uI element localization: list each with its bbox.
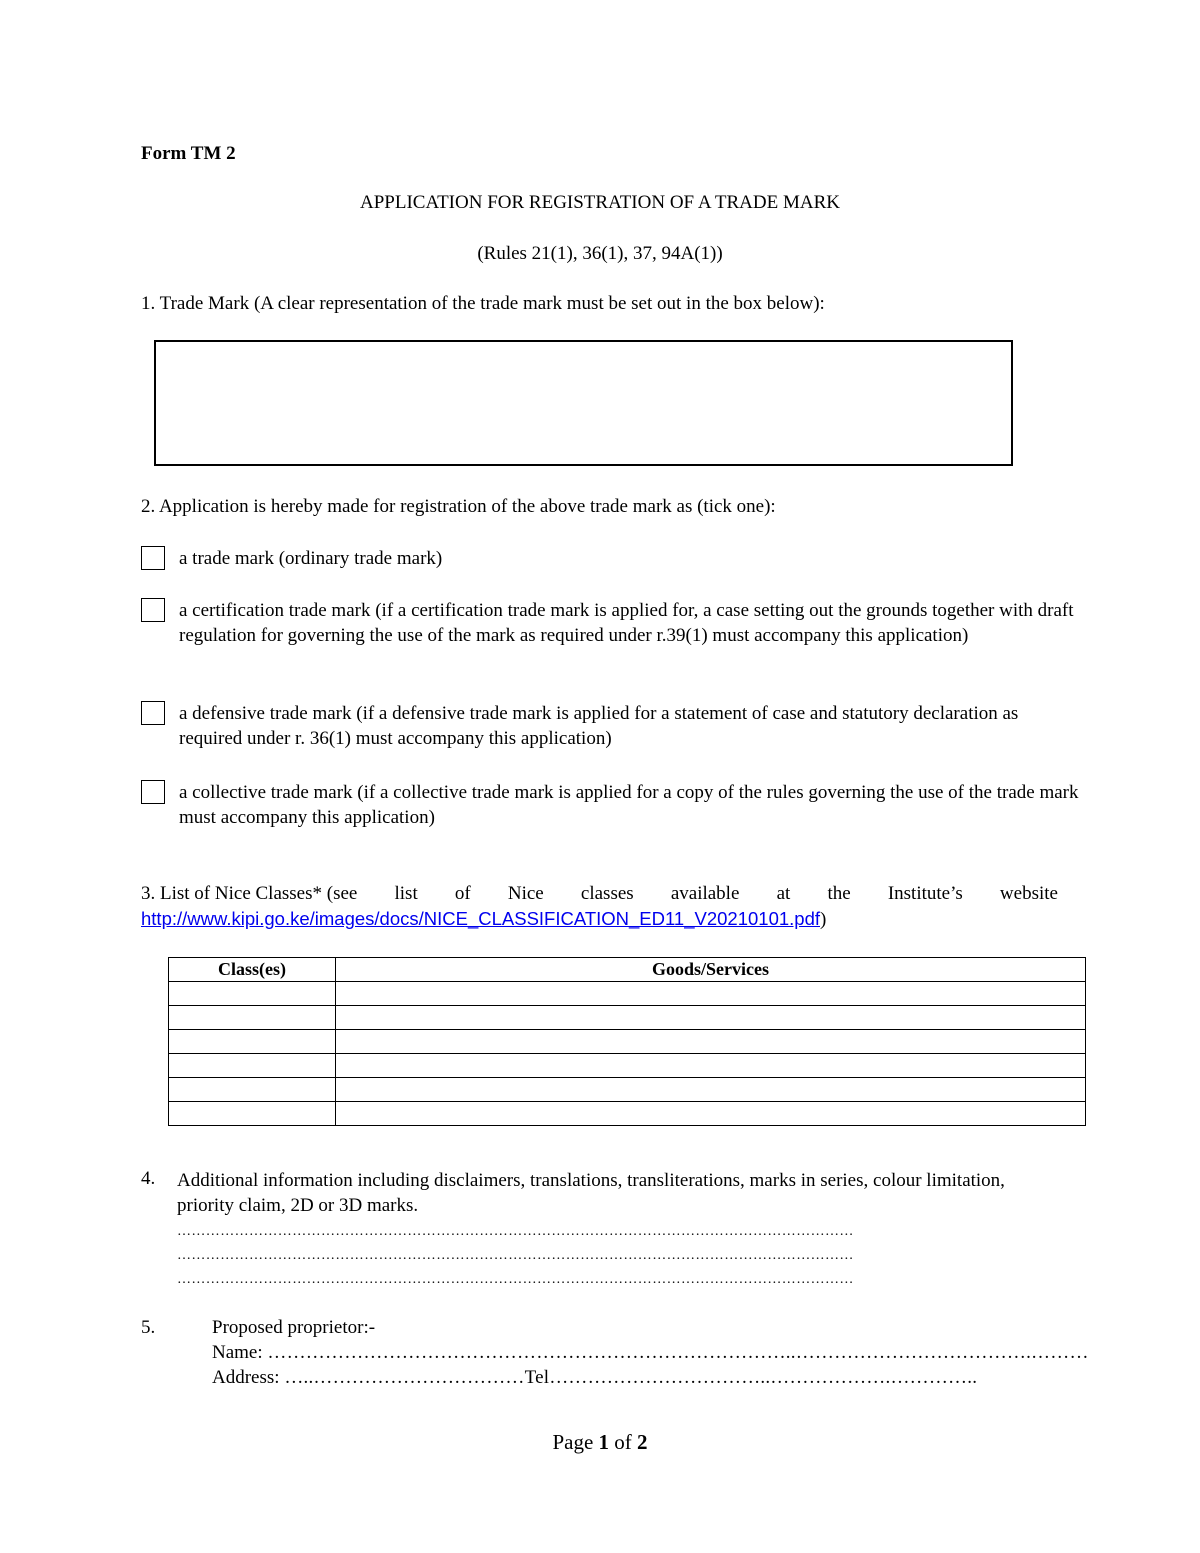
proprietor-address-row xyxy=(212,1367,977,1389)
option-label: a defensive trade mark (if a defensive trade mark is applied for a statement of case and statutory declaration as required under r. 36(1) must accompany this application) xyxy=(179,703,1019,749)
word: 3. List of Nice Classes* (see xyxy=(141,883,358,904)
additional-info-line[interactable]: …………………………………………………………………………………………………………………………… xyxy=(177,1272,854,1287)
additional-info-line[interactable]: …………………………………………………………………………………………………………………………… xyxy=(177,1224,854,1239)
word: classes xyxy=(580,883,634,904)
table-row xyxy=(169,982,1086,1006)
section-5-heading: Proposed proprietor:- xyxy=(212,1317,376,1338)
class-cell[interactable] xyxy=(169,1054,336,1078)
class-cell[interactable] xyxy=(169,1078,336,1102)
class-cell[interactable] xyxy=(169,1030,336,1054)
table-row xyxy=(169,1078,1086,1102)
section-4-number: 4. xyxy=(141,1168,156,1189)
of-word: of xyxy=(614,1430,632,1454)
word: available xyxy=(670,883,740,904)
address-tel-field[interactable]: …..……………………………Tel……………………………..……………….………….. xyxy=(284,1367,978,1388)
word: Nice xyxy=(507,883,544,904)
total-pages: 2 xyxy=(637,1430,648,1454)
option-collective-trade-mark xyxy=(141,780,1081,830)
class-cell[interactable] xyxy=(169,1102,336,1126)
section-1-heading: 1. Trade Mark (A clear representation of the trade mark must be set out in the box below): xyxy=(141,293,825,314)
class-cell[interactable] xyxy=(169,982,336,1006)
address-label: Address: xyxy=(212,1367,280,1388)
table-row xyxy=(169,1102,1086,1126)
section-5-number: 5. xyxy=(141,1317,156,1338)
option-label: a trade mark (ordinary trade mark) xyxy=(179,548,443,569)
table-row xyxy=(169,1006,1086,1030)
goods-cell[interactable] xyxy=(336,1054,1086,1078)
table-row xyxy=(169,1054,1086,1078)
word: Institute’s xyxy=(887,883,963,904)
word: at xyxy=(776,883,791,904)
form-id: Form TM 2 xyxy=(141,143,236,164)
option-defensive-trade-mark xyxy=(141,701,1081,751)
current-page: 1 xyxy=(598,1430,610,1454)
word: of xyxy=(454,883,471,904)
goods-cell[interactable] xyxy=(336,1078,1086,1102)
proprietor-name-row xyxy=(212,1342,1089,1364)
checkbox-certification[interactable] xyxy=(141,598,165,622)
goods-cell[interactable] xyxy=(336,982,1086,1006)
section-3 xyxy=(141,881,1058,932)
checkbox-collective[interactable] xyxy=(141,780,165,804)
section-2-heading: 2. Application is hereby made for registration of the above trade mark as (tick one): xyxy=(141,496,776,517)
option-label: a certification trade mark (if a certification trade mark is applied for, a case setting out the grounds together with draft regulation for governing the use of the mark as required under r.39(1) must accompany this application) xyxy=(179,600,1074,646)
page-word: Page xyxy=(552,1430,594,1454)
name-label: Name: xyxy=(212,1342,263,1363)
section-4-heading: Additional information including disclaimers, translations, transliterations, marks in series, colour limitation, priority claim, 2D or 3D marks. xyxy=(177,1170,1005,1216)
name-field[interactable]: ………………………………………………………………………..……………………………….……… xyxy=(267,1342,1089,1363)
additional-info-line[interactable]: …………………………………………………………………………………………………………………………… xyxy=(177,1248,854,1263)
option-ordinary-trade-mark xyxy=(141,546,1081,571)
rules-reference: (Rules 21(1), 36(1), 37, 94A(1)) xyxy=(477,243,723,264)
table-row xyxy=(169,1030,1086,1054)
closing-paren: ) xyxy=(820,909,827,930)
word: the xyxy=(827,883,851,904)
word: website xyxy=(999,883,1058,904)
trade-mark-representation-box[interactable] xyxy=(154,340,1013,466)
word: list xyxy=(394,883,418,904)
column-header-classes: Class(es) xyxy=(169,958,336,982)
option-label: a collective trade mark (if a collective trade mark is applied for a copy of the rules governing the use of the trade mark must accompany this application) xyxy=(179,782,1079,828)
nice-classes-table xyxy=(168,957,1086,1126)
column-header-goods-services: Goods/Services xyxy=(336,958,1086,982)
option-certification-trade-mark xyxy=(141,598,1081,648)
section-3-heading xyxy=(141,881,1058,906)
table-header-row xyxy=(169,958,1086,982)
nice-classification-link[interactable]: http://www.kipi.go.ke/images/docs/NICE_CLASSIFICATION_ED11_V20210101.pdf xyxy=(141,908,821,929)
checkbox-ordinary[interactable] xyxy=(141,546,165,570)
goods-cell[interactable] xyxy=(336,1102,1086,1126)
goods-cell[interactable] xyxy=(336,1030,1086,1054)
page-title: APPLICATION FOR REGISTRATION OF A TRADE MARK xyxy=(360,192,840,213)
class-cell[interactable] xyxy=(169,1006,336,1030)
page-footer xyxy=(0,1430,1200,1455)
goods-cell[interactable] xyxy=(336,1006,1086,1030)
checkbox-defensive[interactable] xyxy=(141,701,165,725)
